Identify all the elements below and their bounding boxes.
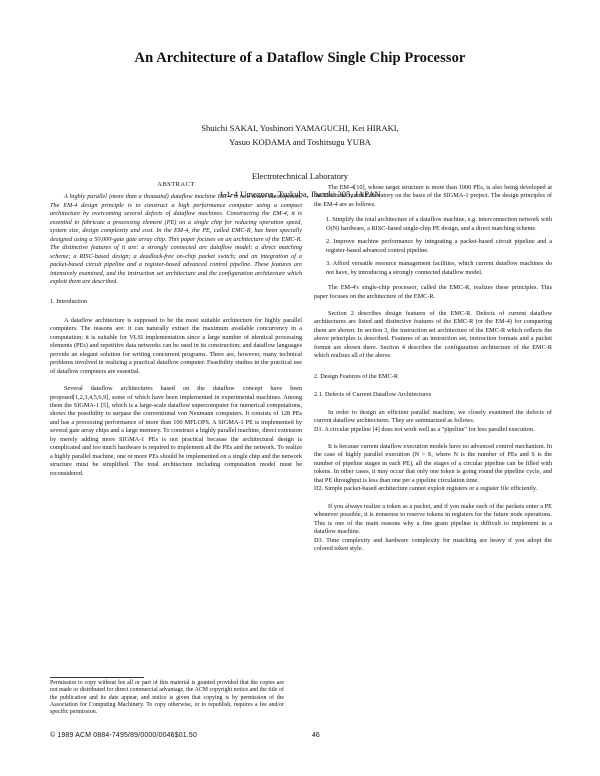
authors	[0, 121, 600, 149]
section-2-heading: 2. Design Features of the EMC-R	[314, 372, 399, 380]
abstract-heading: ABSTRACT	[157, 181, 195, 188]
intro-paragraph-1: A dataflow architecture is supposed to be the most suitable architecture for highly parallel computers. The reasons are: it can naturally extract the maximum available concurrency in a computation; it is suitable for VLSI implementation since a large number of identical processing elements (PEs) and repetitive data networks can be used in its construction; and dataflow languages provide an elegant solution for writing concurrent programs. There are, however, many technical problems involved in realizing a practical dataflow computer. Feasibility studies in the practical use of dataflow computers are essential.	[50, 316, 302, 375]
section-2-1-heading: 2.1. Defects of Current Dataflow Architectures	[314, 391, 432, 399]
intro-paragraph-3: The EM-4[10], whose target structure is more than 1000 PEs, is also being developed at the Electrotechnical Laboratory on the basis of the SIGMA-1 project. The design principles of the EM-4 are as follows.	[314, 184, 552, 208]
list-item: 3. Afford versatile resource management facilities, which current dataflow machines do not have, by introducing a strongly connected dataflow model.	[326, 260, 552, 276]
abstract-text: A highly parallel (more than a thousand) dataflow machine EM-4 is now under development. The EM-4 design principle is to construct a high performance computer using a compact architecture by overcoming several defects of dataflow machines. Constructing the EM-4, it is essential to fabricate a processing element (PE) on a single chip for reducing operation speed, system size, design complexity and cost. In the EM-4, the PE, called EMC-R, has been specially designed using a 50,000-gate gate array chip. This paper focuses on an architecture of the EMC-R. The distinctive features of it are: a strongly connected arc dataflow model; a direct matching scheme; a RISC-based design; a deadlock-free on-chip packet switch; and an integration of a packet-based circuit pipeline and a register-based advanced control pipeline. These features are intensively examined, and the instruction set architecture and the configuration architecture which exploit them are described.	[50, 193, 302, 285]
defect-d1: D1. A circular pipeline [4] does not work well as a "pipeline" for less parallel execution.	[314, 425, 535, 433]
right-column	[314, 184, 552, 553]
copyright-line: © 1989 ACM 0884-7495/89/0000/0046$01.50	[50, 732, 197, 739]
authors-line-1: Shuichi SAKAI, Yoshinori YAMAGUCHI, Kei HIRAKI,	[201, 123, 399, 133]
authors-line-2: Yasuo KODAMA and Toshitsugu YUBA	[229, 137, 371, 147]
defect-d2: D2. Simple packet-based architecture cannot exploit registers or a register file efficiently.	[314, 485, 538, 493]
section-1-heading: 1. Introduction	[50, 298, 88, 306]
intro-paragraph-5: Section 2 describes design features of the EMC-R. Defects of current dataflow architectures are listed and distinctive features of the EMC-R (or the EM-4) for conquering them are shown. In section 3, the instruction set architecture of the EMC-R which reflects the above principles is described. Features of an instruction set, instruction formats and a packet format are shown there. Section 4 describes the configuration architecture of the EMC-R which realizes all of the above.	[314, 309, 552, 360]
permission-notice: Permission to copy without fee all or part of this material is granted provided that the copies are not made or distributed for direct commercial advantage, the ACM copyright notice and the title of the publication and its date appear, and notice is given that copying is by permission of the Association for Computing Machinery. To copy otherwise, or to republish, requires a fee and/or specific permission.	[50, 680, 284, 716]
list-item: 2. Improve machine performance by integrating a packet-based circuit pipeline and a register-based advanced control pipeline.	[326, 238, 552, 254]
design-principles-list	[326, 216, 552, 277]
intro-paragraph-2: Several dataflow architectures based on the dataflow concept have been proposed[1,2,3,4,5,6,9], some of which have been implemented in experimental machines. Among them the SIGMA-1 [5], which is a large-scale dataflow supercomputer for numerical computations, shows the possibility to surpass the conventional von Neumann computers. It consists of 128 PEs and has a processing performance of more than 100 MFLOPS. A SIGMA-1 PE is implemented by several gate array chips and a large memory. To construct a highly parallel machine, direct extension by merely adding more SIGMA-1 PEs is not practical because the architectural design is complicated and too much hardware is required to implement all the PEs and the network. To realize a highly parallel machine, one or more PEs should be implemented on a single chip and the network structure must be simplified. The total architecture including computation model must be reconsidered.	[50, 385, 302, 477]
paper-title: An Architecture of a Dataflow Single Chip Processor	[134, 50, 466, 66]
defect-d2-explanation: If you always realize a token as a packet, and if you make each of the packets enter a PE whenever possible, it is nonsense to reserve tokens in registers for the future node operations. This is one of the main reasons why a fine grain pipeline is difficult to implement in a dataflow machine.	[314, 502, 552, 536]
defect-d1-explanation: It is because current dataflow execution models have no advanced control mechanism. In the case of highly parallel execution (N > S, where N is the number of PEs and S is the number of pipeline stages in each PE), all the stages of a circular pipeline can be filled with tokens. In other cases, it may occur that only one token is going round the pipeline cycle, and that PE throughput is less than one per a pipeline circulation time.	[314, 442, 552, 484]
footnote-rule	[50, 677, 144, 678]
left-column	[50, 181, 302, 478]
intro-paragraph-4: The EM-4's single-chip processor, called the EMC-R, realizes these principles. This paper focuses on the architecture of the EMC-R.	[314, 284, 552, 300]
defect-d3: D3. Time complexity and hardware complexity for matching are heavy if you adopt the colored token style.	[314, 536, 552, 552]
address: 1-1-4 Umezono, Tsukuba, Ibaraki 305, JAPAN	[219, 189, 381, 199]
affiliation: Electrotechnical Laboratory	[251, 171, 349, 181]
section-2-1-paragraph: In order to design an efficient parallel machine, we closely examined the defects of current dataflow architectures. They are summarized as follows.	[314, 408, 552, 425]
list-item: 1. Simplify the total architecture of a dataflow machine, e.g. interconnection network with O(N) hardware, a RISC-based single-chip PE design, and a direct matching scheme.	[326, 216, 552, 232]
page-number: 46	[312, 732, 320, 739]
